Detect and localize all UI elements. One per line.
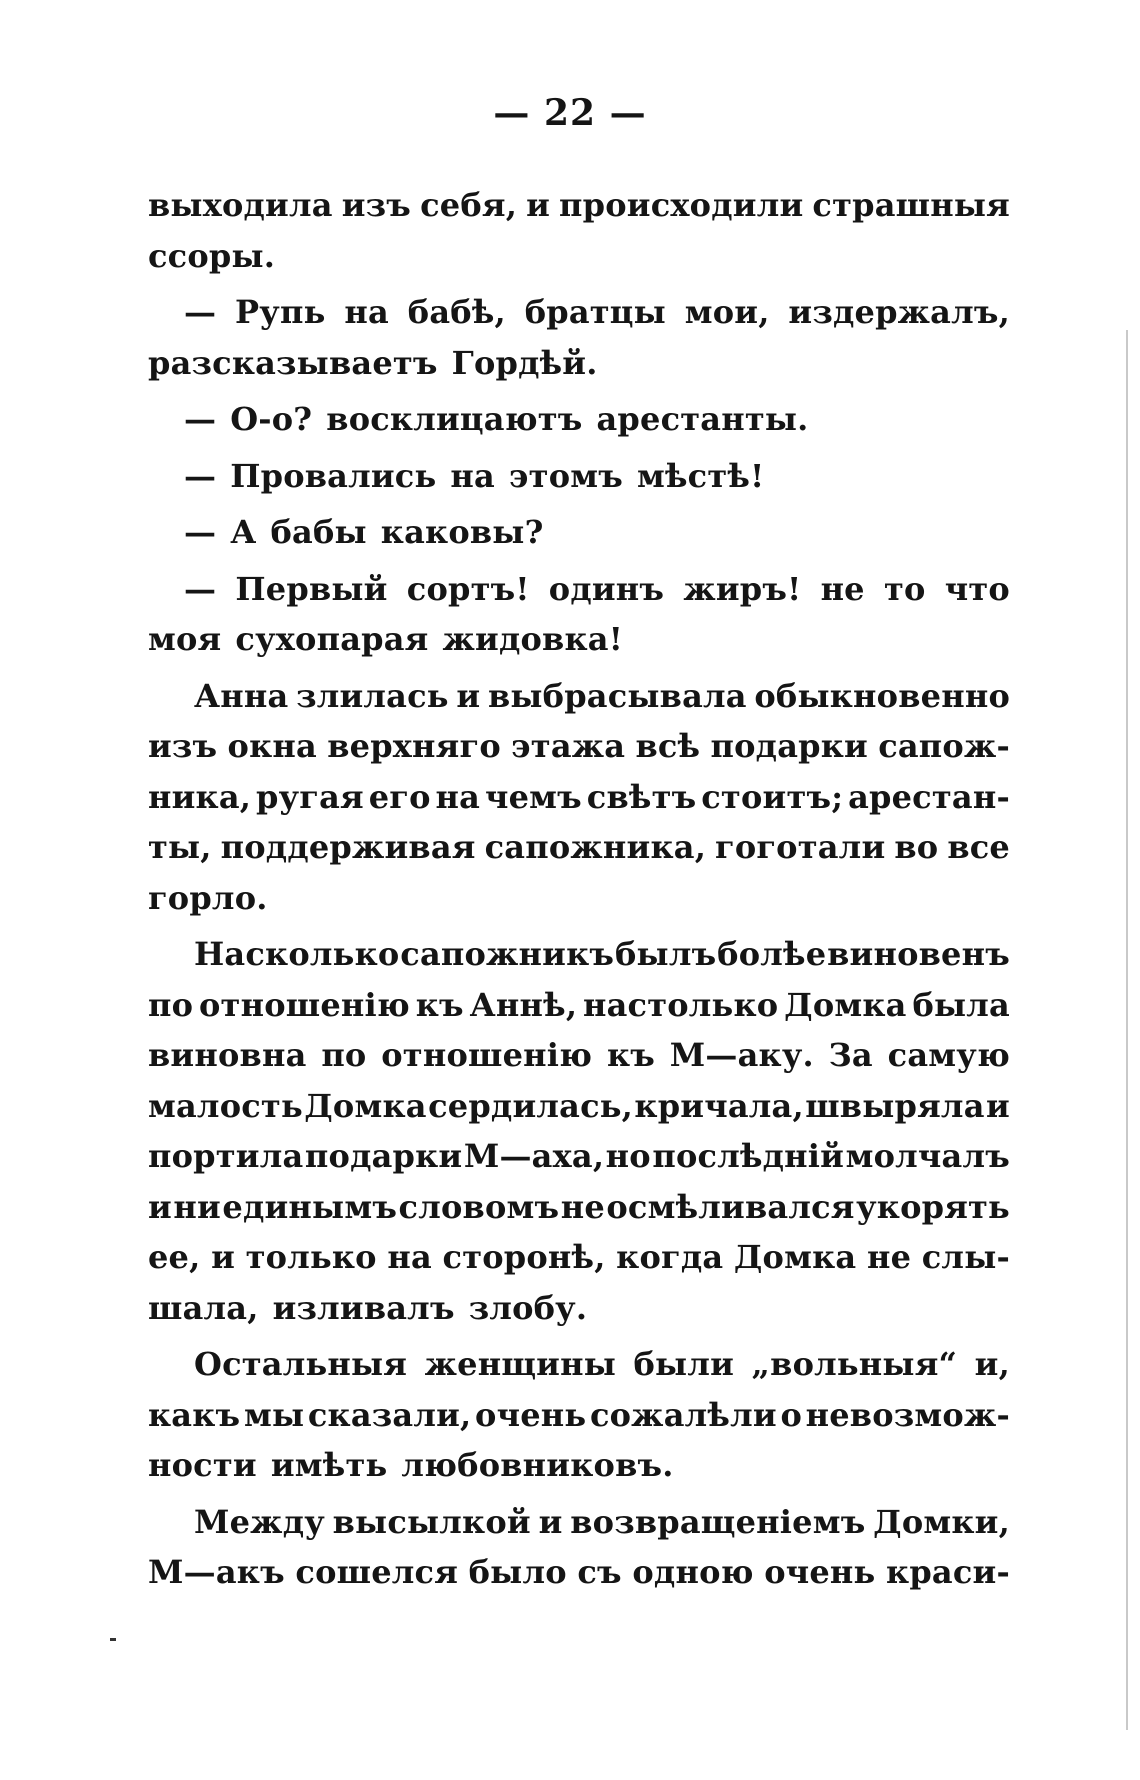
text-line (148, 929, 1010, 980)
word: злобу. (468, 1288, 588, 1327)
word: къ (415, 985, 464, 1024)
word: и (211, 1238, 236, 1276)
word: злилась (296, 676, 449, 715)
word: словомъ (398, 1187, 560, 1226)
word: съ (577, 1553, 622, 1591)
word: что (944, 569, 1010, 608)
word: имѣть (270, 1446, 388, 1484)
word: себя, (420, 186, 518, 224)
word: шала, (148, 1288, 259, 1327)
word: виновна (148, 1036, 307, 1074)
word: молчалъ (845, 1137, 1010, 1175)
word: по (148, 985, 194, 1024)
word: сухопарая (235, 620, 429, 658)
word: самую (887, 1036, 1010, 1074)
word: горло. (148, 878, 268, 917)
word: Насколько (194, 935, 400, 973)
word: виновенъ (827, 935, 1010, 973)
word: но (605, 1137, 651, 1175)
word: поддерживая (220, 828, 476, 866)
word: М—аку. (669, 1036, 814, 1074)
word: — (184, 569, 217, 608)
text-line (148, 1390, 1010, 1441)
text-line (148, 287, 1010, 338)
word: ее, (148, 1238, 201, 1276)
word: жиръ! (683, 569, 802, 608)
word: не (560, 1187, 605, 1226)
word: возвращеніемъ (570, 1502, 866, 1541)
word: обыкновенно (754, 676, 1010, 715)
text-line (148, 1081, 1010, 1132)
text-line (148, 980, 1010, 1031)
word: Домка (733, 1238, 857, 1276)
word: Домки, (873, 1502, 1010, 1541)
word: ругая (256, 777, 364, 816)
word: сердилась, (428, 1086, 634, 1125)
word: и (456, 676, 481, 715)
text-line (148, 671, 1010, 722)
word: мы (243, 1395, 305, 1434)
word: было (468, 1553, 567, 1591)
word: Домка (784, 985, 907, 1024)
word: невозмож- (805, 1395, 1010, 1434)
word: не (866, 1238, 912, 1276)
text-line (148, 338, 1010, 389)
word: сапож- (878, 727, 1010, 765)
word: — (184, 400, 217, 438)
word: на (344, 293, 389, 331)
word: мои, (684, 293, 770, 331)
word: страшныя (812, 186, 1010, 224)
word: этажа (511, 727, 626, 765)
word: отношенію (199, 985, 410, 1024)
word: была (912, 985, 1010, 1024)
word: М—аха, (463, 1137, 605, 1175)
word: Гордѣй. (451, 343, 598, 382)
word: братцы (524, 293, 666, 331)
word: ссоры. (148, 236, 276, 275)
word: изъ (148, 727, 218, 765)
word: окна (227, 727, 317, 765)
word: на (387, 1238, 432, 1276)
word: каковы? (380, 513, 544, 551)
word: За (828, 1036, 873, 1074)
text-line (148, 1497, 1010, 1548)
word: краси- (886, 1553, 1010, 1591)
word: отношенію (381, 1036, 593, 1074)
word: были (633, 1345, 735, 1383)
page-number: — 22 — (493, 92, 647, 134)
word: настолько (582, 985, 779, 1024)
text-line (148, 1131, 1010, 1182)
word: ни (173, 1187, 221, 1226)
text-line (148, 1547, 1010, 1598)
word: кричала, (634, 1086, 804, 1125)
word: сошелся (295, 1553, 459, 1591)
word: Рупь (235, 293, 326, 331)
word: во (894, 828, 939, 866)
word: всѣ (635, 727, 701, 765)
word: сторонѣ, (442, 1238, 606, 1276)
text-line (148, 507, 1010, 558)
word: гоготали (715, 828, 886, 866)
word: какъ (148, 1395, 241, 1434)
word: моя (148, 620, 222, 658)
word: свѣтъ (586, 777, 697, 816)
text-line (148, 822, 1010, 873)
page-edge-line (1126, 330, 1128, 1730)
word: по (321, 1036, 367, 1074)
text-line (148, 180, 1010, 231)
word: и (526, 186, 551, 224)
word: укорять (856, 1187, 1010, 1226)
word: сапожника, (484, 828, 707, 866)
word: А (230, 513, 257, 551)
word: высылкой (332, 1502, 531, 1541)
word: подарки (304, 1137, 463, 1175)
word: одною (632, 1553, 754, 1591)
word: изъ (341, 186, 412, 224)
text-line (148, 1283, 1010, 1334)
word: жидовка! (442, 620, 623, 658)
word: очень (764, 1553, 876, 1591)
text-line (148, 394, 1010, 445)
word: О-о? (230, 400, 313, 438)
word: ника, (148, 777, 252, 816)
text-line (148, 231, 1010, 282)
word: Провались (230, 456, 437, 495)
body-text (148, 180, 1010, 1598)
word: Домка (304, 1086, 427, 1125)
word: очень (475, 1395, 587, 1434)
text-line (148, 1182, 1010, 1233)
word: женщины (424, 1345, 617, 1383)
word: Между (194, 1502, 325, 1541)
text-line (148, 873, 1010, 924)
word: Анна (194, 676, 289, 715)
word: и (538, 1502, 563, 1541)
word: издержалъ, (788, 293, 1010, 331)
word: — (184, 513, 217, 551)
word: бабы (270, 513, 367, 551)
word: одинъ (548, 569, 665, 608)
word: стоитъ; (701, 777, 844, 816)
ink-speck (110, 1638, 116, 1641)
text-line (148, 1440, 1010, 1491)
word: единымъ (222, 1187, 398, 1226)
word: все (947, 828, 1010, 866)
word: швыряла (805, 1086, 985, 1125)
word: Остальныя (194, 1345, 408, 1383)
word: арестанты. (596, 400, 809, 438)
word: происходили (559, 186, 804, 224)
word: только (245, 1238, 377, 1276)
word: любовниковъ. (401, 1446, 674, 1484)
word: былъ (615, 935, 717, 973)
word: — (184, 293, 217, 331)
word: ты, (148, 828, 212, 866)
word: малость (148, 1086, 303, 1125)
text-line (148, 1339, 1010, 1390)
word: о (780, 1395, 802, 1434)
word: сказали, (307, 1395, 472, 1434)
word: болѣе (717, 935, 827, 973)
word: не (820, 569, 865, 608)
word: этомъ (508, 456, 623, 495)
word: восклицаютъ (326, 400, 583, 438)
text-line (148, 721, 1010, 772)
word: выходила (148, 186, 333, 224)
word: арестан- (848, 777, 1010, 816)
word: подарки (710, 727, 868, 765)
word: чемъ (484, 777, 582, 816)
word: на (450, 456, 495, 495)
word: портила (148, 1137, 304, 1175)
text-line (148, 1030, 1010, 1081)
word: на (435, 777, 481, 816)
word: М—акъ (148, 1553, 285, 1591)
word: то (883, 569, 926, 608)
word: Аннѣ, (469, 985, 578, 1024)
text-line (148, 772, 1010, 823)
word: сортъ! (406, 569, 530, 608)
word: „вольныя“ (751, 1345, 958, 1383)
word: и (148, 1187, 172, 1226)
text-line (148, 564, 1010, 615)
word: изливалъ (272, 1288, 455, 1327)
word: къ (606, 1036, 655, 1074)
word: — (184, 456, 217, 495)
text-line (148, 614, 1010, 665)
word: слы- (921, 1238, 1010, 1276)
word: верхняго (327, 727, 501, 765)
word: когда (616, 1238, 724, 1276)
word: его (368, 777, 431, 816)
text-line (148, 451, 1010, 502)
word: послѣдній (652, 1137, 845, 1175)
word: Первый (235, 569, 388, 608)
word: сапожникъ (400, 935, 615, 973)
word: сожалѣли (589, 1395, 777, 1434)
word: разсказываетъ (148, 343, 438, 382)
word: мѣстѣ! (636, 456, 765, 495)
word: ности (148, 1446, 257, 1484)
word: и, (974, 1345, 1010, 1383)
word: и (986, 1086, 1010, 1125)
word: выбрасывала (487, 676, 747, 715)
text-line (148, 1232, 1010, 1283)
word: бабѣ, (407, 293, 506, 331)
word: осмѣливался (606, 1187, 855, 1226)
